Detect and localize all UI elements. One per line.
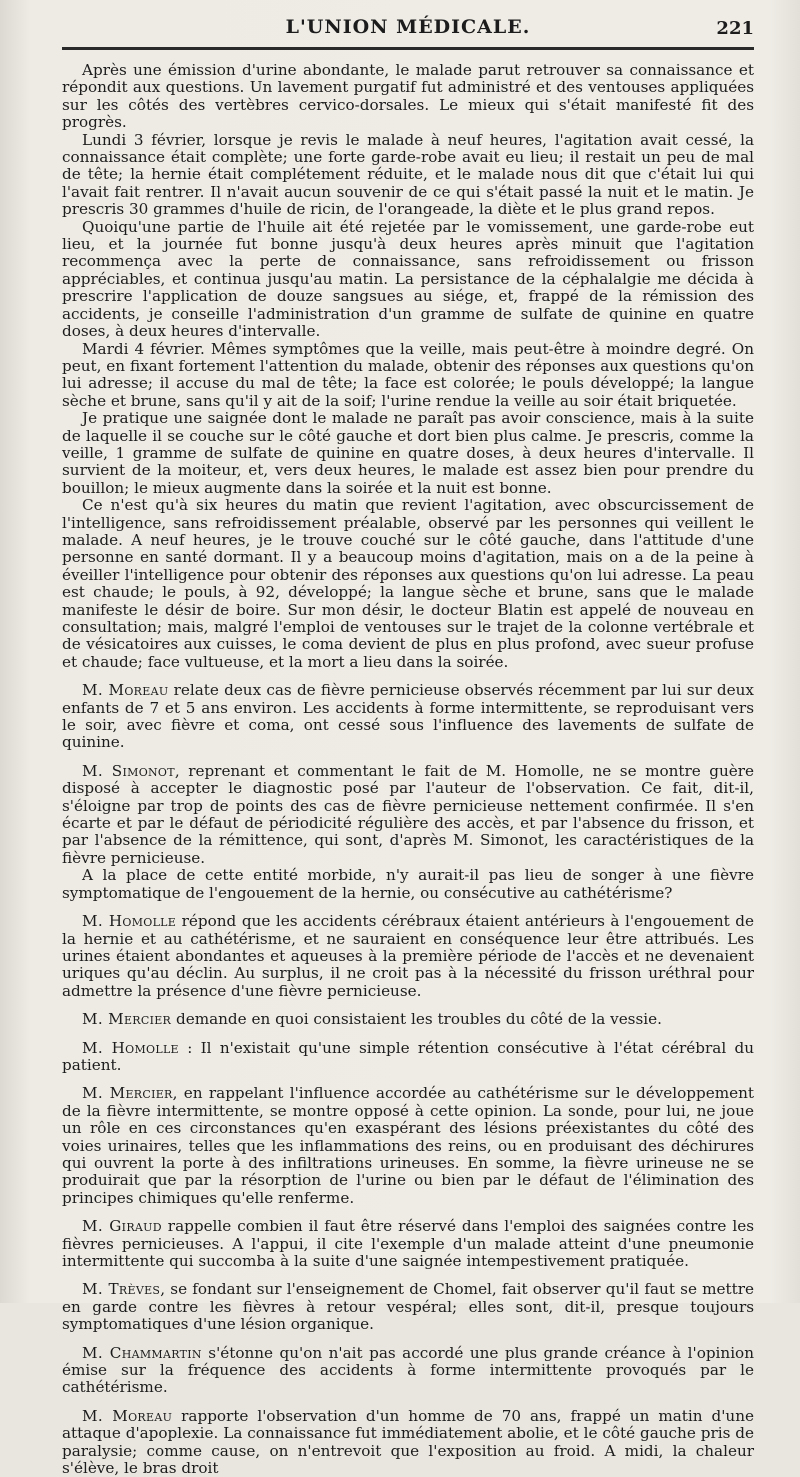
article-body <box>62 62 754 1477</box>
paragraph-text: A la place de cette entité morbide, n'y aurait-il pas lieu de songer à une fièvre symptomatique de l'engouement de la hernie, ou consécutive au cathétérisme? <box>62 866 754 902</box>
paragraph-text: Quoiqu'une partie de l'huile ait été rejetée par le vomissement, une garde-robe eut lieu, et la journée fut bonne jusqu'à deux heures après minuit que l'agitation recommença avec la perte de connaissance, sans refroidissement ou frisson appréciables, et continua jusqu'au matin. La persistance de la céphalalgie me décida à prescrire l'application de douze sangsues au siége, et, frappé de la rémission des accidents, je conseille l'administration d'un gramme de sulfate de quinine en quatre doses, à deux heures d'intervalle. <box>62 217 754 341</box>
paragraph-speaker <box>62 682 754 752</box>
paragraph-speaker <box>62 1085 754 1207</box>
paragraph <box>62 62 754 132</box>
paragraph-speaker <box>62 1408 754 1477</box>
paragraph-text: répond que les accidents cérébraux étaient antérieurs à l'engouement de la hernie et au cathétérisme, et ne sauraient en conséquence leur être attribués. Les urines étaient abondantes et aqueuses à la première période de l'accès et ne devenaient uriques qu'au déclin. Au surplus, il ne croit pas à la nécessité du frisson uréthral pour admettre la présence d'une fièvre pernicieuse. <box>62 912 754 1000</box>
speaker-name: M. Mercier <box>82 1084 173 1103</box>
speaker-name: M. Simonot <box>82 761 175 780</box>
paragraph-speaker <box>62 1281 754 1333</box>
speaker-name: M. Chammartin <box>82 1343 202 1362</box>
paragraph-speaker <box>62 1345 754 1397</box>
speaker-name: M. Mercier <box>82 1010 172 1029</box>
paragraph-text: Ce n'est qu'à six heures du matin que revient l'agitation, avec obscurcissement de l'intelligence, sans refroidissement préalable, observé par les personnes qui veillent le malade. A neuf heures, je le trouve couché sur le côté gauche, dans l'attitude d'une personne en santé dormant. Il y a beaucoup moins d'agitation, mais on a de la peine à éveiller l'intelligence pour obtenir des réponses aux questions qu'on lui adresse. La peau est chaude; le pouls, à 92, développé; la langue sèche et brune, sans que le malade manifeste le désir de boire. Sur mon désir, le docteur Blatin est appelé de nouveau en consultation; mais, malgré l'emploi de ventouses sur le trajet de la colonne vertébrale et de vésicatoires aux cuisses, le coma devient de plus en plus profond, avec sueur profuse et chaude; face vultueuse, et la mort a lieu dans la soirée. <box>62 496 754 671</box>
paragraph-text: , se fondant sur l'enseignement de Chomel, fait observer qu'il faut se mettre en garde contre les fièvres à retour vespéral; elles sont, dit-il, presque toujours symptomatiques d'une lésion organique. <box>62 1280 754 1334</box>
speaker-name: M. Homolle <box>82 912 177 931</box>
paragraph <box>62 219 754 341</box>
paragraph-text: s'étonne qu'on n'ait pas accordé une plus grande créance à l'opinion émise sur la fréquence des accidents à forme intermittente provoqués par le cathétérisme. <box>62 1343 754 1397</box>
paragraph-text: relate deux cas de fièvre pernicieuse observés récemment par lui sur deux enfants de 7 et 5 ans environ. Les accidents à forme intermittente, se reproduisant vers le soir, avec fièvre et coma, ont cessé sous l'influence des lavements de sulfate de quinine. <box>62 681 754 752</box>
paragraph-text: : Il n'existait qu'une simple rétention consécutive à l'état cérébral du patient. <box>62 1038 755 1074</box>
page-number: 221 <box>716 18 754 39</box>
paragraph <box>62 132 754 219</box>
paragraph-speaker <box>62 1218 754 1270</box>
running-header <box>62 14 754 44</box>
paragraph-text: , reprenant et commentant le fait de M. Homolle, ne se montre guère disposé à accepter le diagnostic posé par l'auteur de l'observation. Ce fait, dit-il, s'éloigne par trop de points des cas de fièvre pernicieuse nettement confirmée. Il s'en écarte et par le défaut de périodicité régulière des accès, et par l'absence du frisson, et par l'absence de la rémittence, qui sont, d'après M. Simonot, les caractéristiques de la fièvre pernicieuse. <box>62 761 754 867</box>
journal-title: L'UNION MÉDICALE. <box>285 16 531 38</box>
paragraph-text: Lundi 3 février, lorsque je revis le malade à neuf heures, l'agitation avait cessé, la connaissance était complète; une forte garde-robe avait eu lieu; il restait un peu de mal de tête; la hernie était complétement réduite, et le malade nous dit que c'était lui qui l'avait fait rentrer. Il n'avait aucun souvenir de ce qui s'était passé la nuit et le matin. Je prescris 30 grammes d'huile de ricin, de l'orangeade, la diète et le plus grand repos. <box>62 130 754 219</box>
speaker-name: M. Moreau <box>82 681 169 700</box>
speaker-name: M. Giraud <box>82 1217 162 1236</box>
paragraph-text: rappelle combien il faut être réservé dans l'emploi des saignées contre les fièvres pernicieuses. A l'appui, il cite l'exemple d'un malade atteint d'une pneumonie intermittente qui succomba à la suite d'une saignée intempestivement pratiquée. <box>62 1217 754 1270</box>
paragraph-speaker <box>62 1011 754 1028</box>
paragraph-text: rapporte l'observation d'un homme de 70 ans, frappé un matin d'une attaque d'apoplexie. La connaissance fut immédiatement abolie, et le côté gauche pris de paralysie; comme cause, on n'entrevoit que l'exposition au froid. A midi, la chaleur s'élève, le bras droit <box>62 1406 754 1477</box>
speaker-name: M. Moreau <box>82 1406 173 1425</box>
paragraph-text: Je pratique une saignée dont le malade ne paraît pas avoir conscience, mais à la suite de laquelle il se couche sur le côté gauche et dort bien plus calme. Je prescris, comme la veille, 1 gramme de sulfate de quinine en quatre doses, à deux heures d'intervalle. Il survient de la moiteur, et, vers deux heures, le malade est assez bien pour prendre du bouillon; le mieux augmente dans la soirée et la nuit est bonne. <box>62 409 754 497</box>
paragraph-speaker <box>62 763 754 867</box>
paragraph-text: Après une émission d'urine abondante, le malade parut retrouver sa connaissance et répondit aux questions. Un lavement purgatif fut administré et des ventouses appliquées sur les côtés des vertèbres cervico-dorsales. Le mieux qui s'était manifesté fit des progrès. <box>62 61 754 132</box>
paragraph-speaker <box>62 1040 754 1075</box>
paragraph <box>62 341 754 411</box>
header-rule <box>62 47 754 50</box>
paragraph-speaker <box>62 913 754 1000</box>
paragraph-text: Mardi 4 février. Mêmes symptômes que la veille, mais peut-être à moindre degré. On peut, en fixant fortement l'attention du malade, obtenir des réponses aux questions qu'on lui adresse; il accuse du mal de tête; la face est colorée; le pouls développé; la langue sèche et brune, sans qu'il y ait de la soif; l'urine rendue la veille au soir était briquetée. <box>62 339 754 410</box>
paragraph <box>62 497 754 671</box>
speaker-name: M. Trèves <box>82 1280 161 1299</box>
speaker-name: M. Homolle <box>82 1038 179 1057</box>
paragraph <box>62 410 754 497</box>
paragraph-text: demande en quoi consistaient les troubles du côté de la vessie. <box>171 1010 662 1029</box>
paragraph-text: , en rappelant l'influence accordée au cathétérisme sur le développement de la fièvre intermittente, se montre opposé à cette opinion. La sonde, pour lui, ne joue un rôle en ces circonstances qu'en exaspérant des lésions préexistantes du côté des voies urinaires, telles que les inflammations des reins, ou en produisant des déchirures qui ouvrent la porte à des infiltrations urineuses. En somme, la fièvre urineuse ne se produirait que par la résorption de l'urine ou bien par le défaut de l'élimination des principes chimiques qu'elle renferme. <box>62 1084 754 1207</box>
paragraph <box>62 867 754 902</box>
